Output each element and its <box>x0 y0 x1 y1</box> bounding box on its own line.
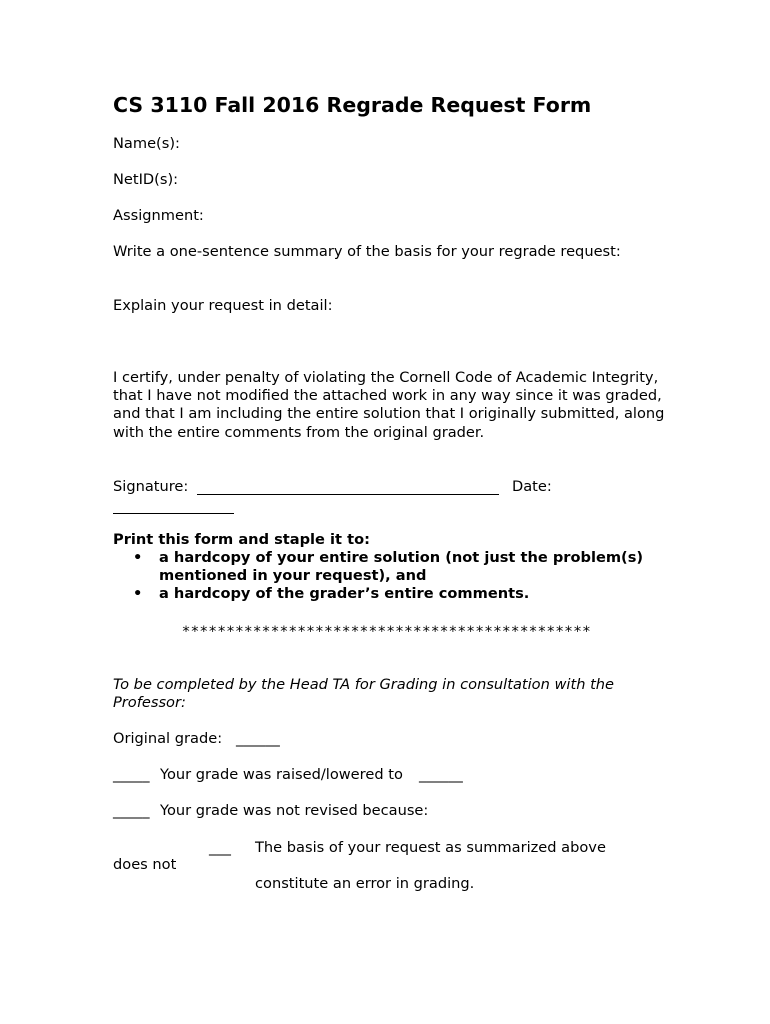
names-label: Name(s): <box>113 135 180 152</box>
list-item: • a hardcopy of your entire solution (not just the problem(s) mentioned in your request), and <box>133 549 644 585</box>
raised-blank[interactable]: _____ <box>113 766 150 783</box>
not-revised-blank[interactable]: _____ <box>113 802 150 819</box>
reason-line-1: The basis of your request as summarized above <box>255 839 606 856</box>
raised-to-blank[interactable]: ______ <box>419 766 463 783</box>
assignment-label: Assignment: <box>113 207 204 224</box>
original-grade-blank[interactable]: ______ <box>236 730 280 747</box>
ta-note: To be completed by the Head TA for Grading in consultation with the Professor: <box>113 676 615 712</box>
separator: ********************************************** <box>182 623 592 640</box>
original-grade-label: Original grade: <box>113 730 223 747</box>
signature-label: Signature: <box>113 478 189 495</box>
bullet-icon: • <box>133 549 143 566</box>
date-line[interactable] <box>113 499 234 514</box>
netids-label: NetID(s): <box>113 171 179 188</box>
signature-line[interactable] <box>197 480 499 495</box>
date-label: Date: <box>512 478 552 495</box>
certification-text: I certify, under penalty of violating the Cornell Code of Academic Integrity, that I have not modified the attached work in any way since it was graded, and that I am including the entire solution that I originally submitted, along with the entire comments from the original grader. <box>113 369 665 441</box>
reason-line-2: constitute an error in grading. <box>255 875 475 892</box>
not-revised-label: Your grade was not revised because: <box>160 802 429 819</box>
detail-prompt: Explain your request in detail: <box>113 297 333 314</box>
list-item: • a hardcopy of the grader’s entire comments. <box>133 585 530 603</box>
raised-label: Your grade was raised/lowered to <box>160 766 403 783</box>
bullet-icon: • <box>133 585 143 603</box>
summary-prompt: Write a one-sentence summary of the basis for your regrade request: <box>113 243 621 260</box>
instructions-list <box>113 549 673 604</box>
reason-does-not: does not <box>113 856 177 873</box>
reason-blank[interactable]: ___ <box>209 839 231 856</box>
page-title: CS 3110 Fall 2016 Regrade Request Form <box>113 93 592 117</box>
instructions-heading: Print this form and staple it to: <box>113 531 370 548</box>
